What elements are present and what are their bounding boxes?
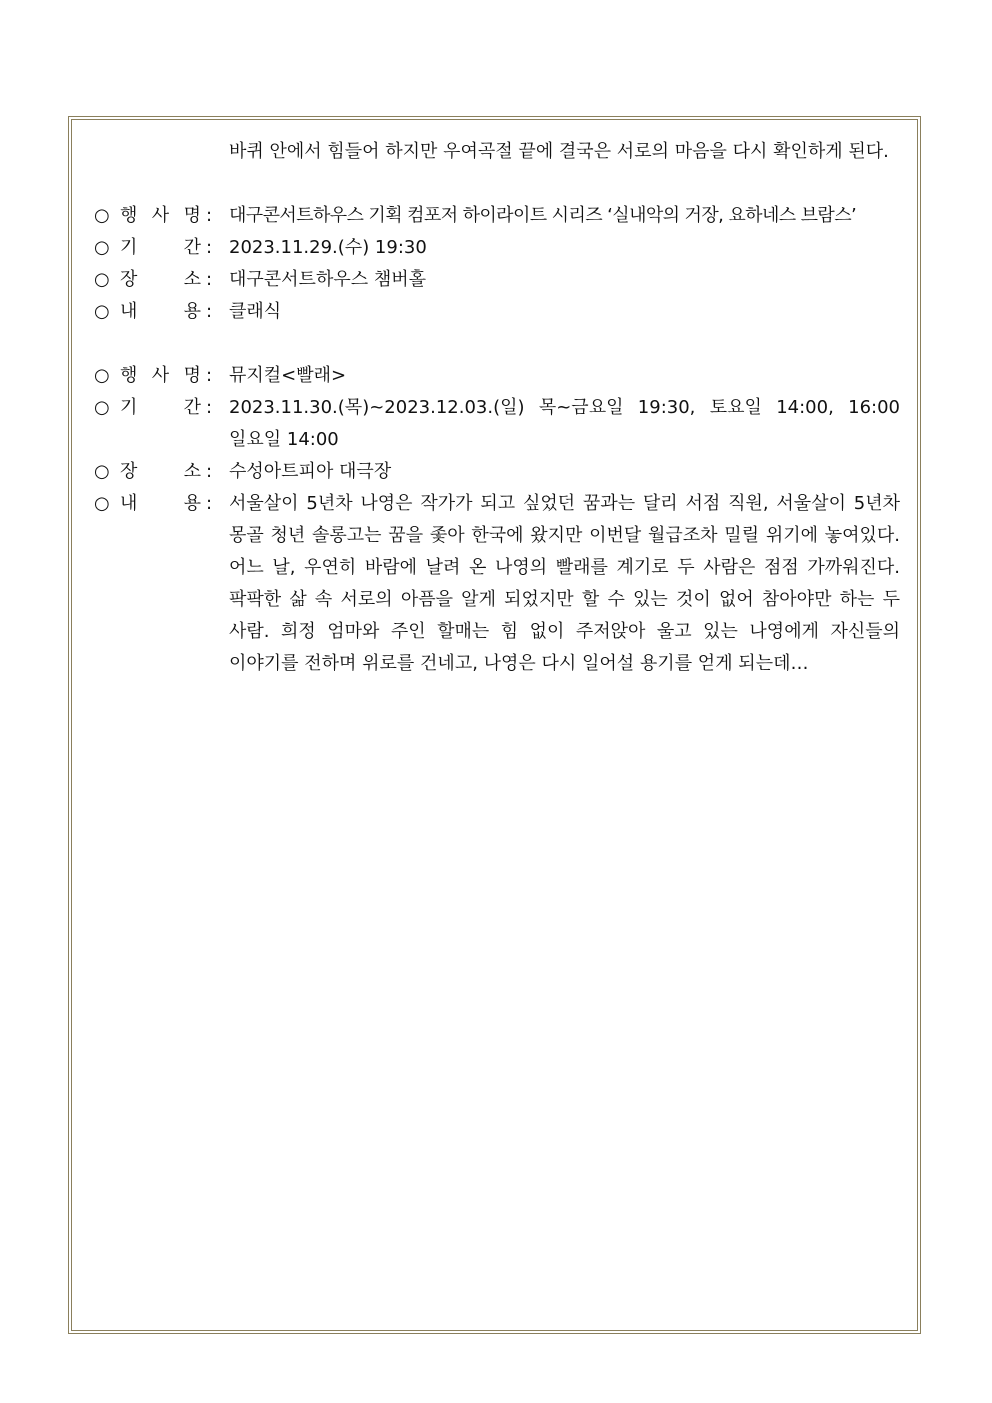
label-content: 내 용	[120, 301, 201, 322]
event-2-period-row	[94, 392, 900, 456]
event-1-venue-row	[94, 264, 900, 296]
colon: :	[205, 205, 213, 226]
circle-bullet-icon: ○	[94, 493, 110, 514]
continuation-text: 바퀴 안에서 힘들어 하지만 우여곡절 끝에 결국은 서로의 마음을 다시 확인하게 된다.	[229, 141, 889, 162]
circle-bullet-icon: ○	[94, 269, 110, 290]
circle-bullet-icon: ○	[94, 237, 110, 258]
colon: :	[205, 269, 213, 290]
label-event-name: 행 사 명	[120, 205, 201, 226]
circle-bullet-icon: ○	[94, 205, 110, 226]
colon: :	[205, 365, 213, 386]
label-venue: 장 소	[120, 461, 201, 482]
label-period: 기 간	[120, 237, 201, 258]
event-2-title: 뮤지컬<빨래>	[229, 365, 347, 386]
label-venue: 장 소	[120, 269, 201, 290]
event-1-content: 클래식	[229, 301, 282, 322]
circle-bullet-icon: ○	[94, 301, 110, 322]
colon: :	[205, 493, 213, 514]
event-2-venue: 수성아트피아 대극장	[229, 461, 392, 482]
circle-bullet-icon: ○	[94, 461, 110, 482]
event-1-title: 대구콘서트하우스 기획 컴포저 하이라이트 시리즈 ‘실내악의 거장, 요하네스 브람스’	[229, 205, 857, 226]
event-2-venue-row	[94, 456, 900, 488]
event-2-content: 서울살이 5년차 나영은 작가가 되고 싶었던 꿈과는 달리 서점 직원, 서울살이 5년차 몽골 청년 솔롱고는 꿈을 좇아 한국에 왔지만 이번달 월급조차 밀릴 위기에 놓여있다. 어느 날, 우연히 바람에 날려 온 나영의 빨래를 계기로 두 사람은 점점 가까워진다. 팍팍한 삶 속 서로의 아픔을 알게 되었지만 할 수 있는 것이 없어 참아야만 하는 두 사람. 희정 엄마와 주인 할매는 힘 없이 주저앉아 울고 있는 나영에게 자신들의 이야기를 전하며 위로를 건네고, 나영은 다시 일어설 용기를 얻게 되는데…	[229, 493, 900, 674]
event-1-period: 2023.11.29.(수) 19:30	[229, 237, 427, 258]
colon: :	[205, 237, 213, 258]
circle-bullet-icon: ○	[94, 365, 110, 386]
document-body	[94, 136, 900, 680]
colon: :	[205, 461, 213, 482]
spacer	[94, 168, 900, 200]
event-1-venue: 대구콘서트하우스 챔버홀	[229, 269, 426, 290]
event-1-content-row	[94, 296, 900, 328]
event-block-1	[94, 200, 900, 328]
label-content: 내 용	[120, 493, 201, 514]
colon: :	[205, 397, 213, 418]
event-1-title-row	[94, 200, 900, 232]
event-2-content-row	[94, 488, 900, 680]
event-1-period-row	[94, 232, 900, 264]
circle-bullet-icon: ○	[94, 397, 110, 418]
event-2-title-row	[94, 360, 900, 392]
label-period: 기 간	[120, 397, 201, 418]
spacer	[94, 328, 900, 360]
event-block-2	[94, 360, 900, 680]
event-2-period: 2023.11.30.(목)~2023.12.03.(일) 목~금요일 19:30, 토요일 14:00, 16:00 일요일 14:00	[229, 397, 900, 450]
label-event-name: 행 사 명	[120, 365, 201, 386]
colon: :	[205, 301, 213, 322]
